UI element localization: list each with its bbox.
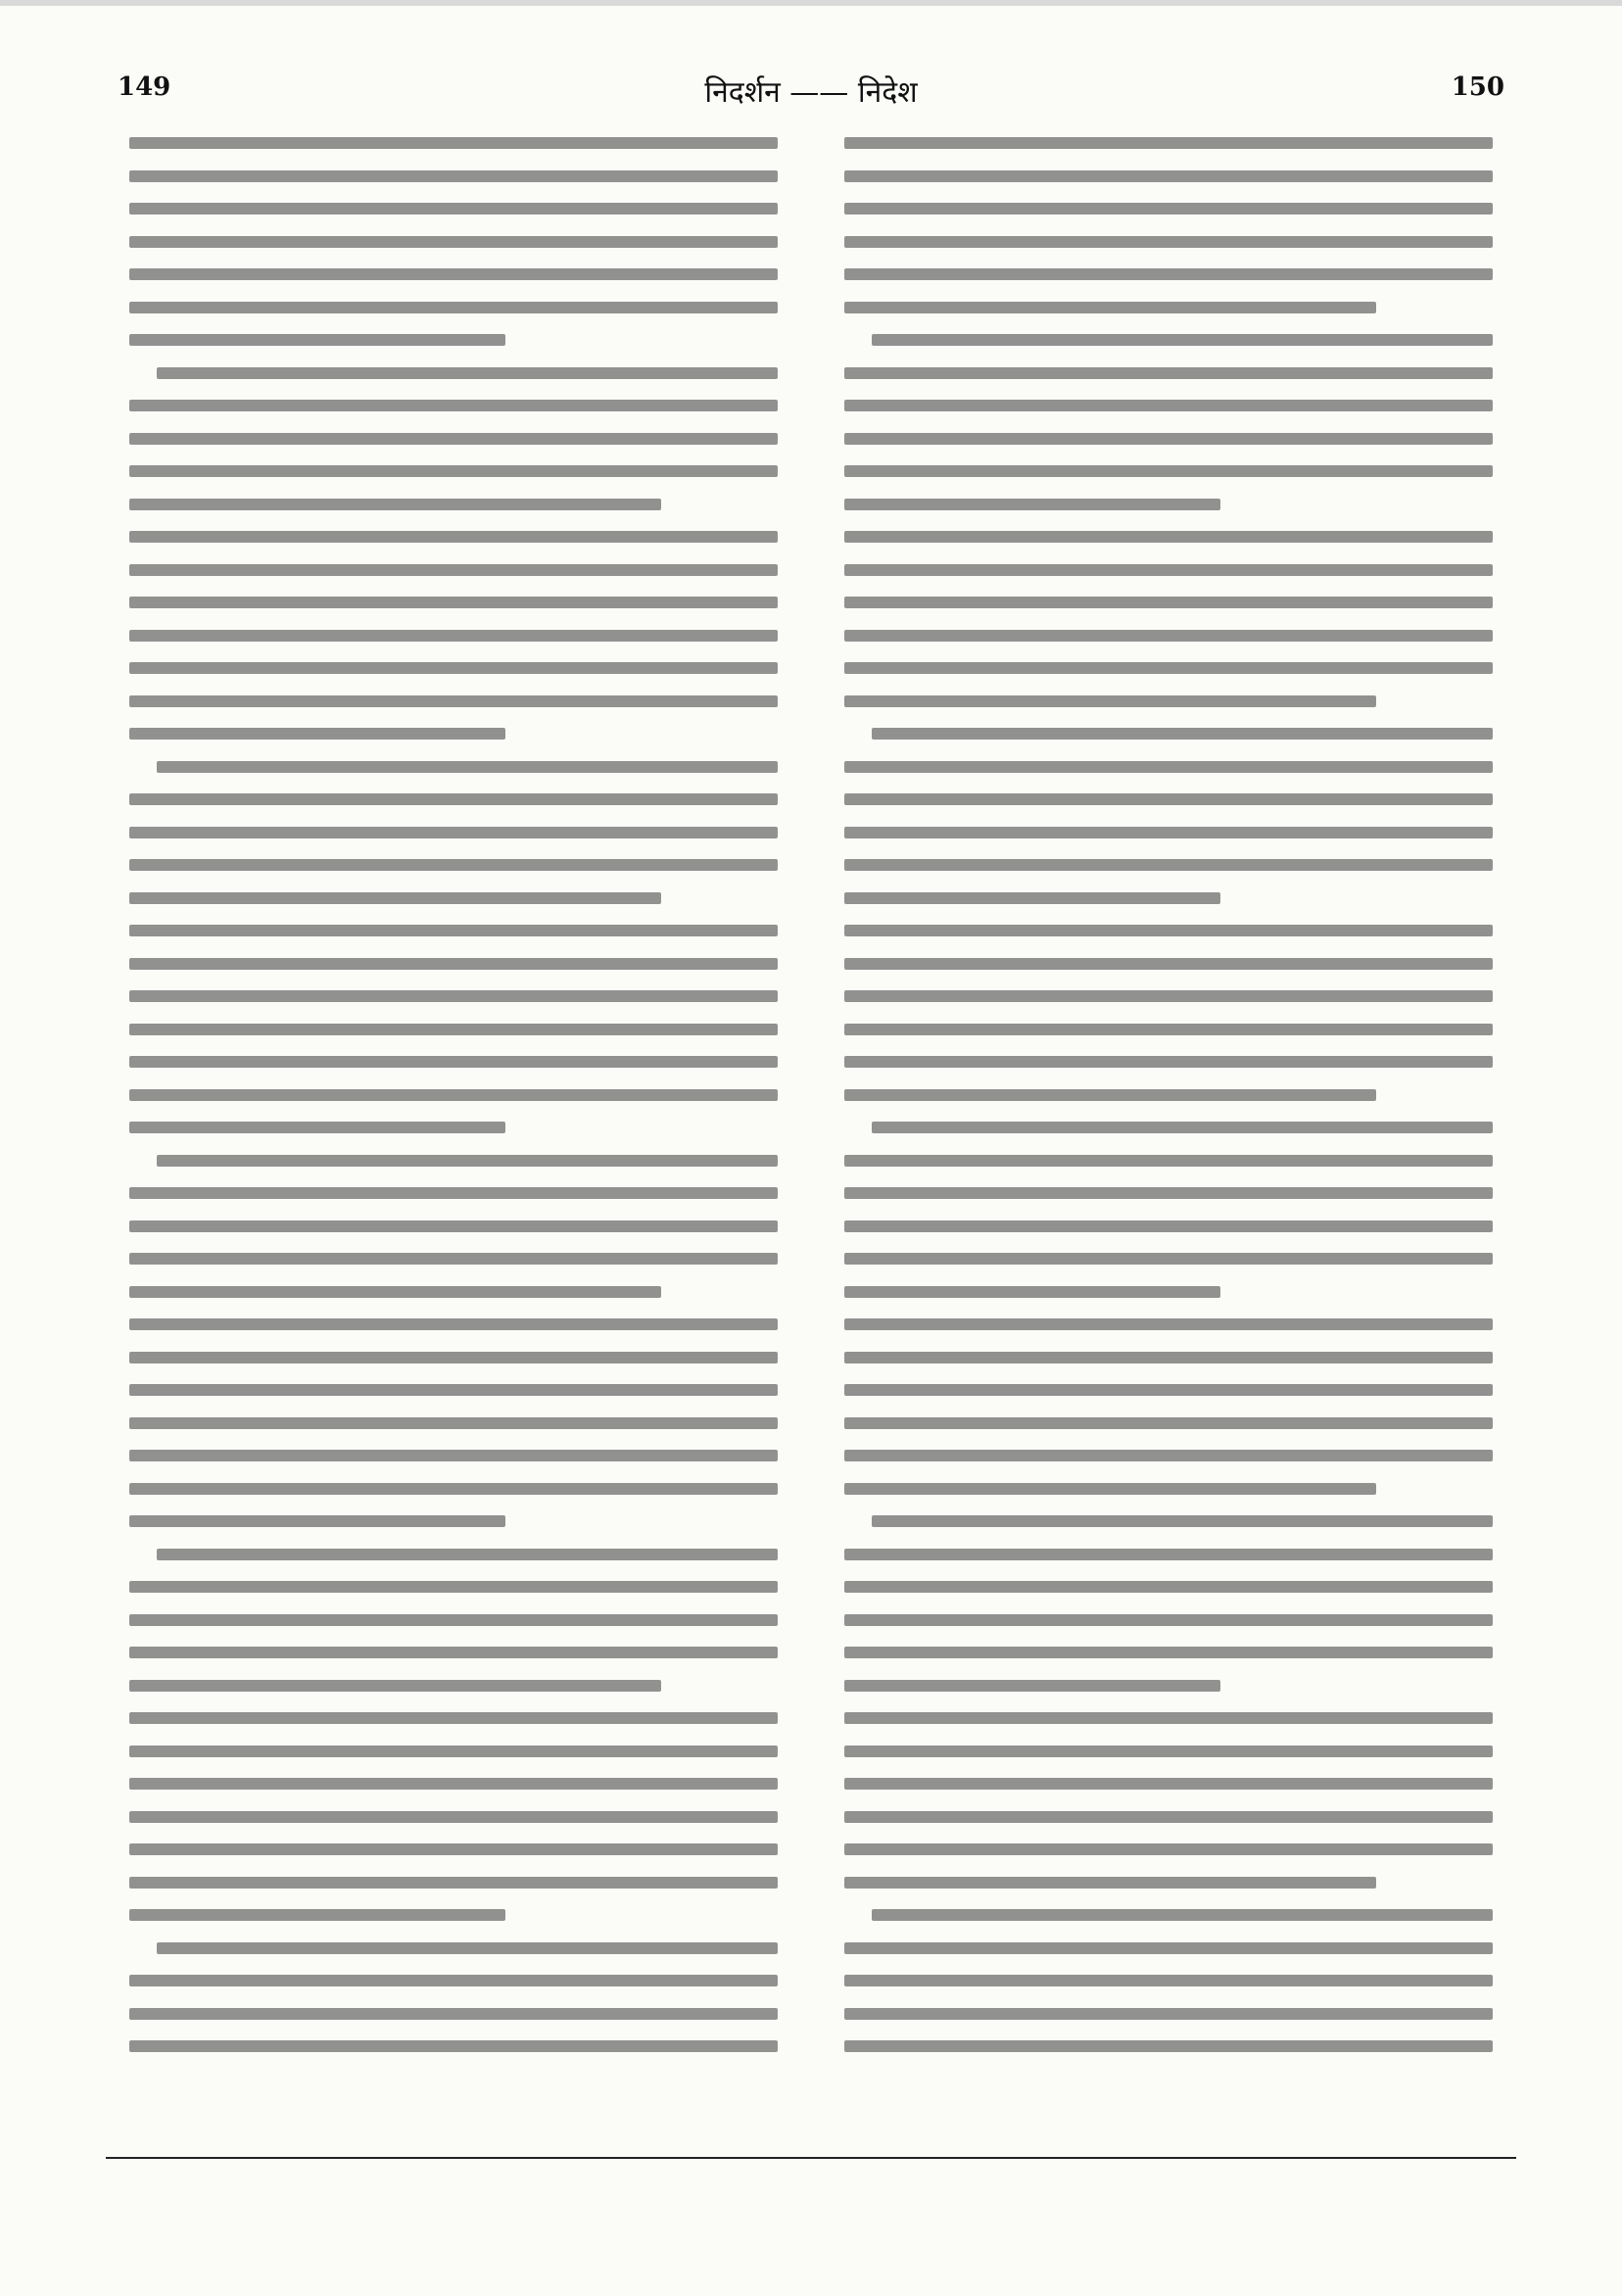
text-line [129, 2040, 778, 2052]
text-line [157, 1155, 778, 1167]
text-line [129, 268, 778, 280]
text-line [844, 1647, 1493, 1658]
text-line [129, 170, 778, 182]
text-line [129, 827, 778, 838]
text-line [844, 1220, 1493, 1232]
text-line [129, 236, 778, 248]
text-line [129, 1843, 778, 1855]
text-line [844, 268, 1493, 280]
text-line [844, 630, 1493, 642]
text-line [844, 1056, 1493, 1068]
text-line [844, 1384, 1493, 1396]
text-line [157, 1942, 778, 1954]
text-line [157, 761, 778, 773]
text-line [844, 1680, 1220, 1692]
text-line [844, 761, 1493, 773]
text-line [872, 334, 1493, 346]
text-line [844, 1942, 1493, 1954]
text-line [844, 990, 1493, 1002]
text-line [844, 958, 1493, 970]
text-line [129, 1680, 661, 1692]
text-line [129, 1614, 778, 1626]
text-line [844, 1811, 1493, 1823]
text-line [129, 1647, 778, 1658]
text-line [129, 1483, 778, 1495]
text-line [129, 1778, 778, 1790]
text-line [844, 925, 1493, 936]
text-line [844, 302, 1376, 313]
text-line [844, 1286, 1220, 1298]
text-line [844, 2008, 1493, 2020]
text-line [844, 170, 1493, 182]
text-line [872, 728, 1493, 740]
text-line [844, 465, 1493, 477]
text-line [844, 1975, 1493, 1986]
text-line [129, 662, 778, 674]
text-line [129, 597, 778, 608]
text-line [129, 925, 778, 936]
text-line [844, 695, 1376, 707]
text-line [844, 1483, 1376, 1495]
text-line [129, 1811, 778, 1823]
text-line [844, 1877, 1376, 1889]
text-line [844, 433, 1493, 445]
text-line [844, 236, 1493, 248]
top-edge [0, 0, 1622, 6]
text-line [844, 1155, 1493, 1167]
text-line [844, 1318, 1493, 1330]
text-line [844, 1581, 1493, 1593]
text-line [129, 1909, 505, 1921]
text-line [129, 465, 778, 477]
left-column [129, 137, 778, 2086]
text-line [157, 367, 778, 379]
text-line [872, 1909, 1493, 1921]
text-line [844, 1712, 1493, 1724]
text-line [129, 1417, 778, 1429]
text-line [157, 1549, 778, 1560]
text-line [129, 433, 778, 445]
text-line [129, 1384, 778, 1396]
text-line [844, 892, 1220, 904]
text-line [129, 892, 661, 904]
text-line [129, 1056, 778, 1068]
text-line [129, 1712, 778, 1724]
text-line [129, 1877, 778, 1889]
text-line [129, 2008, 778, 2020]
text-line [844, 564, 1493, 576]
page-header [118, 65, 1504, 116]
text-line [872, 1515, 1493, 1527]
text-line [844, 400, 1493, 411]
text-line [872, 1122, 1493, 1133]
text-line [129, 400, 778, 411]
text-line [129, 695, 778, 707]
text-line [844, 1187, 1493, 1199]
text-line [129, 302, 778, 313]
text-line [129, 859, 778, 871]
text-line [129, 1581, 778, 1593]
text-line [129, 1318, 778, 1330]
text-line [129, 793, 778, 805]
page-number-right: 150 [1451, 72, 1504, 102]
text-line [844, 662, 1493, 674]
text-line [844, 1253, 1493, 1265]
text-line [844, 531, 1493, 543]
text-line [129, 334, 505, 346]
text-line [129, 1122, 505, 1133]
right-column [844, 137, 1493, 2086]
text-line [129, 137, 778, 149]
text-line [844, 827, 1493, 838]
text-line [129, 1286, 661, 1298]
text-line [844, 859, 1493, 871]
text-line [844, 793, 1493, 805]
text-line [129, 1253, 778, 1265]
text-line [844, 499, 1220, 510]
text-line [129, 499, 661, 510]
text-line [129, 990, 778, 1002]
footer-rule [106, 2157, 1516, 2159]
text-line [844, 1746, 1493, 1757]
text-line [844, 1549, 1493, 1560]
text-line [844, 203, 1493, 215]
running-head: निदर्शन —— निदेश [704, 75, 918, 110]
text-line [129, 1220, 778, 1232]
text-line [844, 1352, 1493, 1363]
text-line [844, 1843, 1493, 1855]
text-line [129, 564, 778, 576]
text-line [844, 1450, 1493, 1461]
text-line [129, 1975, 778, 1986]
text-line [844, 137, 1493, 149]
text-columns [129, 137, 1493, 2086]
text-line [129, 1187, 778, 1199]
text-line [129, 1352, 778, 1363]
text-line [844, 2040, 1493, 2052]
text-line [129, 203, 778, 215]
text-line [129, 630, 778, 642]
text-line [844, 1417, 1493, 1429]
text-line [844, 597, 1493, 608]
text-line [129, 958, 778, 970]
text-line [844, 1024, 1493, 1035]
text-line [129, 728, 505, 740]
text-line [129, 1746, 778, 1757]
text-line [129, 1450, 778, 1461]
text-line [844, 1778, 1493, 1790]
text-line [129, 1089, 778, 1101]
text-line [129, 531, 778, 543]
text-line [844, 1089, 1376, 1101]
text-line [129, 1515, 505, 1527]
text-line [129, 1024, 778, 1035]
text-line [844, 1614, 1493, 1626]
text-line [844, 367, 1493, 379]
page-number-left: 149 [118, 72, 171, 102]
